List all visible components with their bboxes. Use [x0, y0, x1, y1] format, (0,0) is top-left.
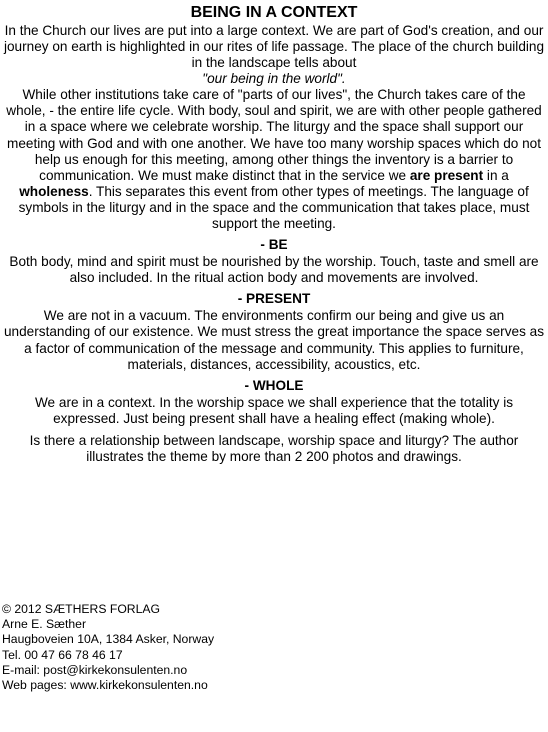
intro-text-c: . This separates this event from other types of meetings. The language of symbols in the liturgy and in the space and the communication that takes place, must support the meeting.	[18, 183, 530, 232]
author-line: Arne E. Sæther	[2, 617, 86, 632]
intro-quote: "our being in the world".	[202, 71, 346, 87]
section-heading-present: - PRESENT	[237, 291, 311, 307]
intro-text-b: in a	[483, 167, 509, 183]
section-text-present: We are not in a vacuum. The environments confirm our being and give us an understanding of our existence. We must stress the great importance the space serves as a factor of communication of the message and community. This applies to furniture, materials, distances, accessibility, acoustics, etc.	[4, 308, 544, 372]
intro-bold-present: are present	[409, 167, 484, 183]
phone-line: Tel. 00 47 66 78 46 17	[2, 647, 123, 662]
closing-paragraph: Is there a relationship between landscape, worship space and liturgy? The author illustrates the theme by more than 2 200 photos and drawings.	[29, 432, 519, 464]
copyright-line: © 2012 SÆTHERS FORLAG	[2, 602, 160, 616]
section-text-whole: We are in a context. In the worship space we shall experience that the totality is expressed. Just being present shall have a healing effect (making whole).	[34, 394, 514, 426]
email-line: E-mail: post@kirkekonsulenten.no	[2, 662, 188, 677]
web-line: Web pages: www.kirkekonsulenten.no	[2, 678, 208, 693]
intro-paragraph-2	[0, 87, 548, 232]
document-title: BEING IN A CONTEXT	[190, 4, 358, 21]
intro-paragraph-1: In the Church our lives are put into a large context. We are part of God's creation, and our journey on earth is highlighted in our rites of life passage. The place of the church building in the landscape tells about	[3, 23, 545, 71]
section-heading-whole: - WHOLE	[244, 377, 304, 393]
intro-text-a: While other institutions take care of "parts of our lives", the Church takes care of the whole, - the entire life cycle. With body, soul and spirit, we are with other people gathered in a space where we celebrate worship. The liturgy and the space shall support our meeting with God and with one another. We have too many worship spaces which do not help us enough for this meeting, among other things the inventory is a barrier to communication. We must make distinct that in the service we	[6, 87, 542, 183]
intro-bold-wholeness: wholeness	[19, 183, 89, 199]
section-heading-be: - BE	[260, 237, 288, 253]
address-line: Haugboveien 10A, 1384 Asker, Norway	[2, 632, 215, 647]
section-text-be: Both body, mind and spirit must be nourished by the worship. Touch, taste and smell are also included. In the ritual action body and movements are involved.	[9, 254, 539, 286]
contact-block	[2, 602, 214, 693]
